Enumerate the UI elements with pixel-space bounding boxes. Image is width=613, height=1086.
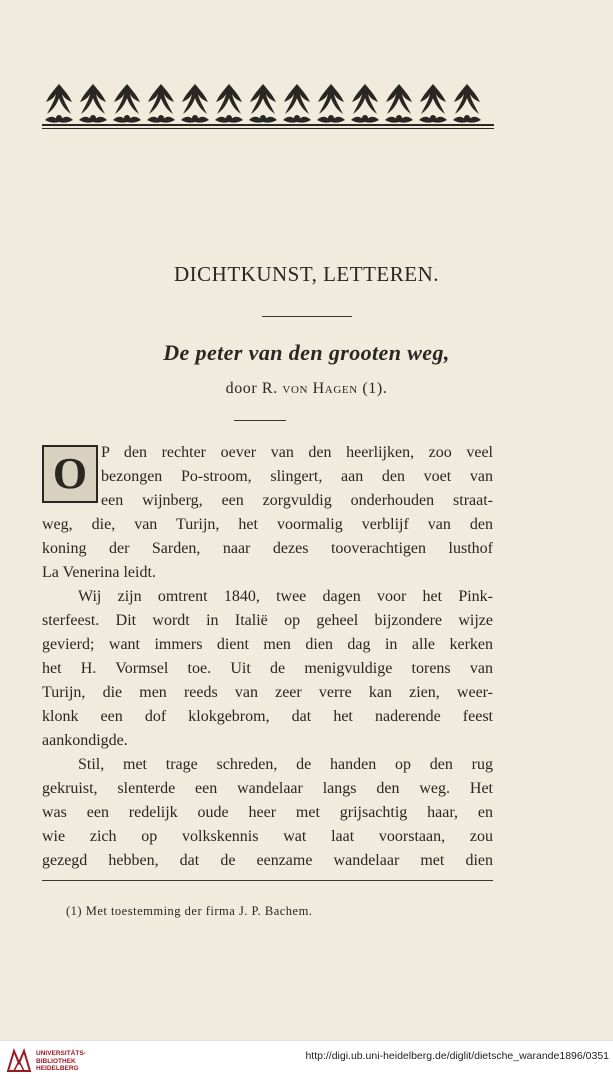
byline <box>0 380 613 398</box>
text-line: sterfeest. Dit wordt in Italië op geheel bijzondere wijze <box>42 612 493 629</box>
text-line: La Venerina leidt. <box>42 564 156 581</box>
text-line: P den rechter oever van den heerlijken, zoo veel <box>101 444 493 461</box>
section-title: DICHTKUNST, LETTEREN. <box>174 262 439 286</box>
text-line: weg, die, van Turijn, het voormalig verblijf van den <box>42 516 493 533</box>
byline-suffix: (1). <box>357 380 388 397</box>
text-line: gevierd; want immers dient men dien dag in alle kerken <box>42 636 493 653</box>
text-line: gezegd hebben, dat de eenzame wandelaar met dien <box>42 852 493 869</box>
story-title: De peter van den grooten weg, <box>163 340 450 365</box>
ornament-border-graphic <box>42 78 494 132</box>
title-divider <box>262 316 352 317</box>
logo-line: HEIDELBERG <box>36 1065 79 1072</box>
text-line: Wij zijn omtrent 1840, twee dagen voor het Pink- <box>78 588 493 605</box>
logo-line: UNIVERSITÄTS- <box>36 1050 86 1057</box>
decorated-initial <box>42 445 98 503</box>
initial-letter: O <box>52 449 88 498</box>
logo-line: BIBLIOTHEK <box>36 1057 76 1065</box>
text-line: koning der Sarden, naar dezes tooverachtigen lusthof <box>42 540 493 557</box>
text-line: was een redelijk oude heer met grijsachtig haar, en <box>42 804 493 821</box>
library-logo-icon <box>6 1047 32 1073</box>
text-line: Stil, met trage schreden, de handen op den rug <box>78 756 493 773</box>
text-line: wie zich op volkskennis wat laat voorstaan, zou <box>42 828 493 845</box>
library-logo-text <box>36 1050 96 1073</box>
byline-prefix: door R. <box>225 380 283 397</box>
footnote-divider <box>42 880 493 881</box>
text-line: een wijnberg, een zorgvuldig onderhouden straat- <box>101 492 493 509</box>
byline-divider <box>234 420 286 421</box>
text-line: het H. Vormsel toe. Uit de menigvuldige torens van <box>42 660 493 677</box>
text-line: klonk een dof klokgebrom, dat het naderende feest <box>42 708 493 725</box>
page-url[interactable]: http://digi.ub.uni-heidelberg.de/diglit/dietsche_warande1896/0351 <box>305 1050 609 1062</box>
footnote: (1) Met toestemming der firma J. P. Bachem. <box>66 904 313 918</box>
text-line: gekruist, slenterde een wandelaar langs den weg. Het <box>42 780 493 797</box>
decorative-header-ornament <box>42 78 494 132</box>
text-line: Turijn, die men reeds van zeer verre kan zien, weer- <box>42 684 493 701</box>
text-line: aankondigde. <box>42 732 128 749</box>
text-line: bezongen Po-stroom, slingert, aan den voet van <box>101 468 493 485</box>
author-name: von Hagen <box>282 380 358 397</box>
